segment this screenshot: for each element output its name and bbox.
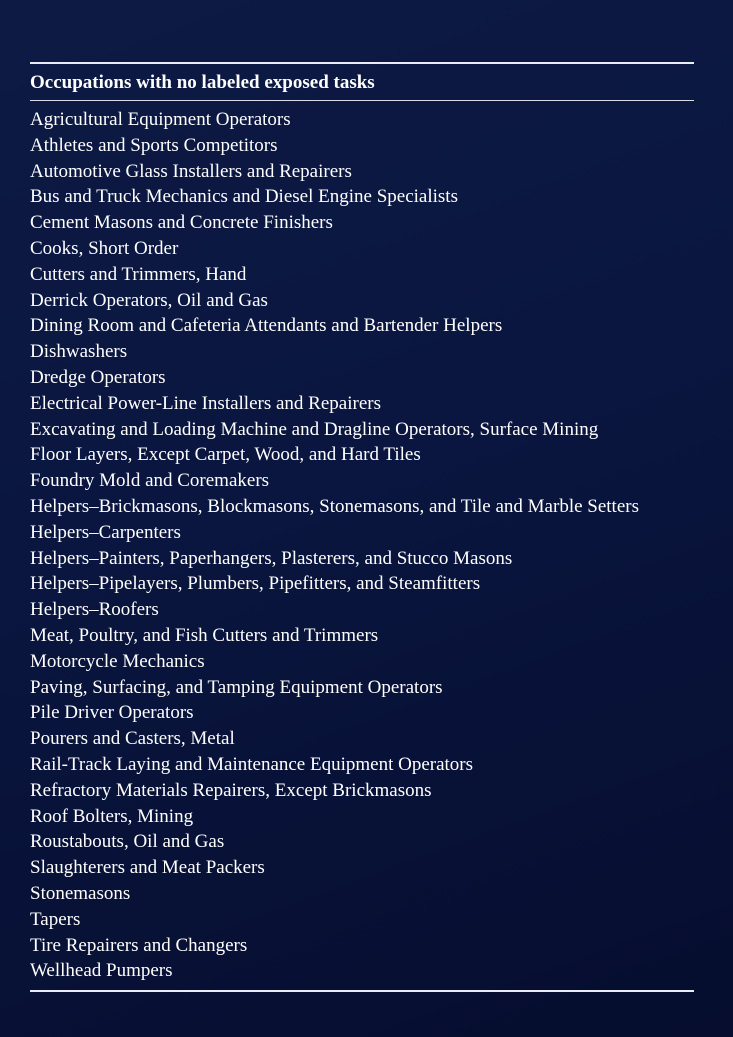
table-row: Pourers and Casters, Metal xyxy=(30,728,235,750)
table-row: Helpers–Roofers xyxy=(30,599,159,621)
table-row: Helpers–Pipelayers, Plumbers, Pipefitters, and Steamfitters xyxy=(30,573,481,595)
table-row: Excavating and Loading Machine and Dragline Operators, Surface Mining xyxy=(30,418,599,440)
table-row: Electrical Power-Line Installers and Repairers xyxy=(30,392,381,414)
table-row: Roustabouts, Oil and Gas xyxy=(30,831,225,853)
table-row: Automotive Glass Installers and Repairers xyxy=(30,160,352,182)
table-row: Stonemasons xyxy=(30,882,131,904)
table-row: Dishwashers xyxy=(30,341,128,363)
table-row: Cutters and Trimmers, Hand xyxy=(30,263,247,285)
table-row: Cement Masons and Concrete Finishers xyxy=(30,212,333,234)
table-row: Wellhead Pumpers xyxy=(30,960,173,982)
table-row: Helpers–Painters, Paperhangers, Plasterers, and Stucco Masons xyxy=(30,547,513,569)
table-row: Rail-Track Laying and Maintenance Equipment Operators xyxy=(30,753,474,775)
occupation-list xyxy=(30,101,694,990)
table-row: Helpers–Brickmasons, Blockmasons, Stonemasons, and Tile and Marble Setters xyxy=(30,495,639,517)
table-row: Slaughterers and Meat Packers xyxy=(30,857,265,879)
table-row: Pile Driver Operators xyxy=(30,702,194,724)
table-row: Helpers–Carpenters xyxy=(30,521,181,543)
table-row: Paving, Surfacing, and Tamping Equipment Operators xyxy=(30,676,443,698)
table-row: Cooks, Short Order xyxy=(30,237,179,259)
table-row: Agricultural Equipment Operators xyxy=(30,109,291,130)
table-row: Dredge Operators xyxy=(30,366,166,388)
occupations-table xyxy=(30,62,694,992)
table-row: Derrick Operators, Oil and Gas xyxy=(30,289,268,311)
table-row: Bus and Truck Mechanics and Diesel Engine Specialists xyxy=(30,186,458,208)
table-row: Dining Room and Cafeteria Attendants and Bartender Helpers xyxy=(30,315,503,337)
table-row: Foundry Mold and Coremakers xyxy=(30,470,270,492)
table-row: Motorcycle Mechanics xyxy=(30,650,205,672)
table-row: Floor Layers, Except Carpet, Wood, and Hard Tiles xyxy=(30,444,421,466)
bottom-rule xyxy=(30,990,694,992)
table-row: Roof Bolters, Mining xyxy=(30,805,194,827)
table-row: Athletes and Sports Competitors xyxy=(30,134,278,156)
table-row: Tapers xyxy=(30,908,81,930)
table-header: Occupations with no labeled exposed tasks xyxy=(30,72,375,93)
table-row: Meat, Poultry, and Fish Cutters and Trimmers xyxy=(30,624,379,646)
table-row: Refractory Materials Repairers, Except Brickmasons xyxy=(30,779,432,801)
table-row: Tire Repairers and Changers xyxy=(30,934,248,956)
